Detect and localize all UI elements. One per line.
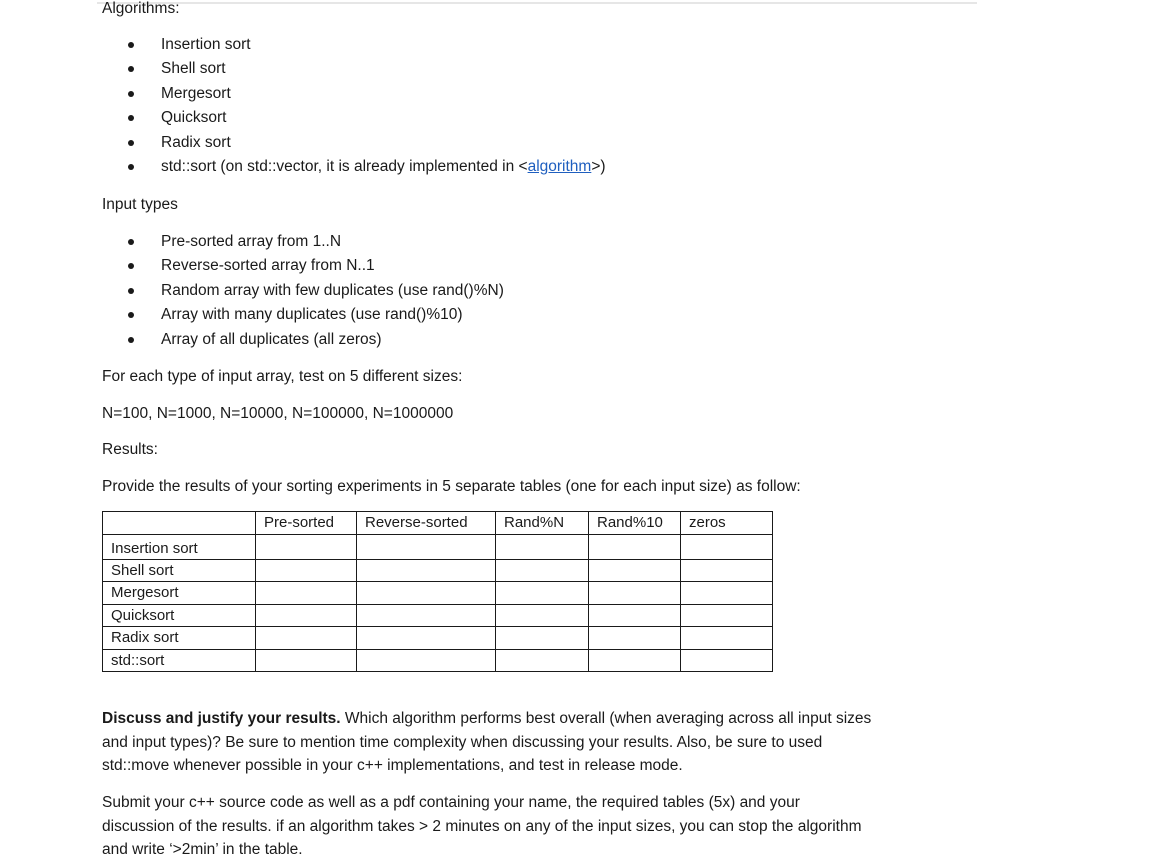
table-row [103, 560, 773, 582]
results-table [102, 511, 773, 672]
table-cell [681, 604, 773, 626]
table-cell [357, 535, 496, 560]
table-cell [357, 604, 496, 626]
table-cell [357, 627, 496, 649]
input-types-list [102, 230, 504, 352]
discussion-text: Which algorithm performs best overall (when averaging across all input sizes and input types)? Be sure to mention time complexity when discussing your results. Also, be sure to used std::move whenever possible in your c++ implementations, and test in release mode. [102, 710, 872, 774]
row-label: std::sort [103, 649, 256, 671]
table-cell [589, 627, 681, 649]
table-row [103, 535, 773, 560]
table-row [103, 627, 773, 649]
bullet-icon [128, 91, 134, 97]
list-item: Mergesort [102, 82, 606, 106]
column-header: zeros [681, 512, 773, 535]
table-cell [496, 627, 589, 649]
bullet-icon [128, 263, 134, 269]
table-cell [681, 582, 773, 604]
sizes-intro: For each type of input array, test on 5 different sizes: [102, 368, 463, 385]
discussion-lead: Discuss and justify your results. [102, 710, 341, 727]
bullet-icon [128, 312, 134, 318]
bullet-icon [128, 115, 134, 121]
page-top-rule [97, 2, 977, 4]
sizes-list: N=100, N=1000, N=10000, N=100000, N=1000000 [102, 405, 454, 422]
table-cell [681, 627, 773, 649]
table-cell [496, 604, 589, 626]
table-row [103, 649, 773, 671]
table-cell [681, 560, 773, 582]
column-header [103, 512, 256, 535]
algorithms-list [102, 33, 606, 179]
table-cell [357, 649, 496, 671]
table-cell [496, 560, 589, 582]
table-cell [256, 582, 357, 604]
bullet-icon [128, 66, 134, 72]
list-item: Random array with few duplicates (use rand()%N) [102, 279, 504, 303]
list-item: std::sort (on std::vector, it is already implemented in <algorithm>) [102, 155, 606, 179]
column-header: Reverse-sorted [357, 512, 496, 535]
table-cell [681, 649, 773, 671]
bullet-icon [128, 288, 134, 294]
table-cell [496, 582, 589, 604]
list-item: Insertion sort [102, 33, 606, 57]
list-item: Array of all duplicates (all zeros) [102, 328, 504, 352]
row-label: Mergesort [103, 582, 256, 604]
table-cell [589, 649, 681, 671]
table-cell [589, 604, 681, 626]
column-header: Rand%N [496, 512, 589, 535]
bullet-icon [128, 337, 134, 343]
bullet-icon [128, 42, 134, 48]
table-cell [256, 535, 357, 560]
table-cell [496, 649, 589, 671]
table-cell [357, 582, 496, 604]
column-header: Pre-sorted [256, 512, 357, 535]
list-item: Shell sort [102, 57, 606, 81]
discussion-paragraph [102, 707, 872, 778]
list-item: Quicksort [102, 106, 606, 130]
table-cell [589, 560, 681, 582]
table-cell [256, 604, 357, 626]
row-label: Quicksort [103, 604, 256, 626]
list-item: Array with many duplicates (use rand()%10) [102, 303, 504, 327]
row-label: Radix sort [103, 627, 256, 649]
submission-paragraph: Submit your c++ source code as well as a pdf containing your name, the required tables (5x) and your discussion of the results. if an algorithm takes > 2 minutes on any of the input sizes, you can stop the algorithm and write ‘>2min’ in the table. [102, 794, 862, 858]
table-header-row [103, 512, 773, 535]
bullet-icon [128, 140, 134, 146]
algorithm-link[interactable]: algorithm [527, 157, 592, 175]
table-row [103, 582, 773, 604]
column-header: Rand%10 [589, 512, 681, 535]
algorithms-heading: Algorithms: [102, 0, 180, 17]
table-cell [589, 582, 681, 604]
list-item: Radix sort [102, 131, 606, 155]
table-cell [357, 560, 496, 582]
row-label: Insertion sort [103, 535, 256, 560]
input-types-heading: Input types [102, 196, 178, 213]
results-intro: Provide the results of your sorting experiments in 5 separate tables (one for each input size) as follow: [102, 478, 801, 495]
table-cell [496, 535, 589, 560]
bullet-icon [128, 239, 134, 245]
table-cell [256, 560, 357, 582]
table-row [103, 604, 773, 626]
list-item: Pre-sorted array from 1..N [102, 230, 504, 254]
table-cell [256, 649, 357, 671]
bullet-icon [128, 164, 134, 170]
table-cell [681, 535, 773, 560]
table-cell [256, 627, 357, 649]
table-cell [589, 535, 681, 560]
row-label: Shell sort [103, 560, 256, 582]
results-heading: Results: [102, 441, 158, 458]
list-item: Reverse-sorted array from N..1 [102, 254, 504, 278]
